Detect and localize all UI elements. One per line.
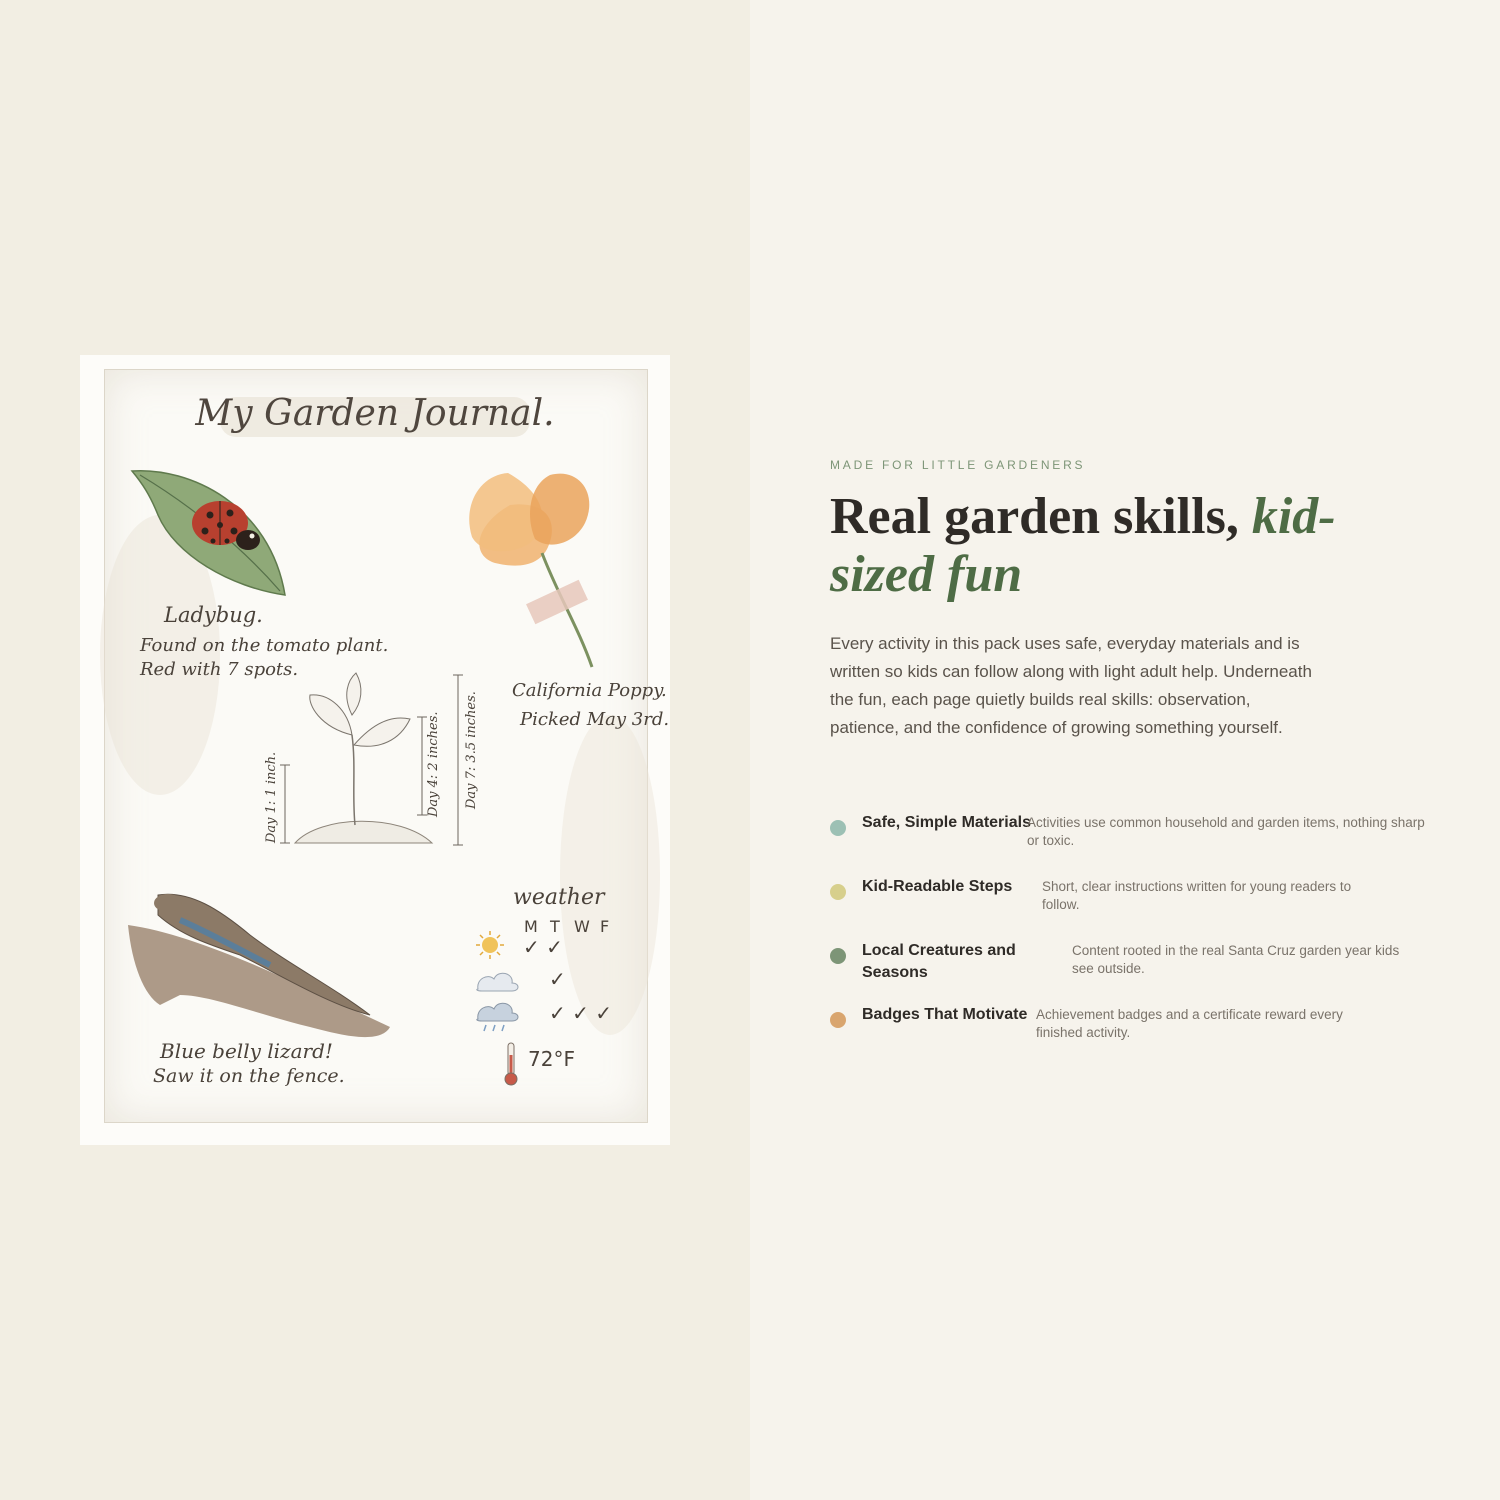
right-panel — [750, 0, 1500, 1500]
feature-item — [830, 876, 1430, 926]
feature-dot — [830, 884, 846, 900]
poppy-note: Picked May 3rd. — [520, 709, 670, 730]
feature-title: Kid-Readable Steps — [862, 878, 1013, 895]
lizard-illustration — [128, 894, 390, 1037]
headline-accent: kid-sized fun — [830, 488, 1336, 603]
feature-title: Safe, Simple Materials — [862, 814, 1031, 831]
weather-checks: ✓ ✓ ✓ — [549, 1001, 612, 1025]
weekday-label: T — [550, 917, 560, 936]
weather-checks: ✓ — [549, 967, 566, 991]
section-eyebrow: MADE FOR LITTLE GARDENERS — [830, 458, 1086, 472]
feature-description: Achievement badges and a certificate reward every finished activity. — [1036, 1007, 1343, 1040]
garden-journal-image — [80, 355, 670, 1145]
watercolor-wash — [560, 715, 660, 1035]
weekday-label: M — [524, 917, 538, 936]
feature-item — [830, 1004, 1430, 1054]
feature-description: Activities use common household and garden items, nothing sharp or toxic. — [1027, 815, 1425, 848]
poppy-illustration — [469, 473, 592, 667]
feature-title: Badges That Motivate — [862, 1006, 1028, 1023]
weather-checks: ✓ ✓ — [523, 935, 563, 959]
journal-title: My Garden Journal. — [195, 393, 555, 434]
ladybug-label: Ladybug. — [164, 603, 263, 627]
journal-illustrations — [80, 355, 670, 1145]
feature-item — [830, 812, 1430, 862]
headline-text: Real garden skills, — [830, 488, 1252, 545]
feature-dot — [830, 820, 846, 836]
cloud-icon — [477, 973, 518, 991]
weather-title: weather — [513, 885, 605, 910]
temperature-reading: 72°F — [528, 1047, 575, 1071]
weekday-label: W — [574, 917, 590, 936]
feature-item — [830, 940, 1430, 990]
sun-icon — [476, 931, 504, 959]
feature-description: Content rooted in the real Santa Cruz garden year kids see outside. — [1072, 943, 1400, 976]
thermometer-icon — [505, 1043, 517, 1085]
growth-label-day4: Day 4: 2 inches. — [426, 711, 441, 817]
ladybug-note: Red with 7 spots. — [140, 659, 299, 680]
rain-cloud-icon — [477, 1003, 518, 1031]
growth-label-day1: Day 1: 1 inch. — [264, 751, 279, 843]
feature-title: Local Creatures and Seasons — [862, 942, 1016, 981]
feature-dot — [830, 948, 846, 964]
lizard-label: Blue belly lizard! — [160, 1039, 333, 1063]
poppy-label: California Poppy. — [512, 680, 667, 701]
feature-description: Short, clear instructions written for young readers to follow. — [1042, 879, 1352, 912]
lizard-note: Saw it on the fence. — [153, 1065, 345, 1087]
growth-label-day7: Day 7: 3.5 inches. — [464, 691, 479, 809]
section-headline — [830, 488, 1430, 604]
ladybug-note: Found on the tomato plant. — [140, 635, 389, 656]
weekday-label: F — [600, 917, 610, 936]
section-body: Every activity in this pack uses safe, everyday materials and is written so kids can follow along with light adult help. Underneath the fun, each page quietly builds real skills: observation, patience, and the confidence of growing something yourself. — [830, 634, 1312, 737]
feature-dot — [830, 1012, 846, 1028]
